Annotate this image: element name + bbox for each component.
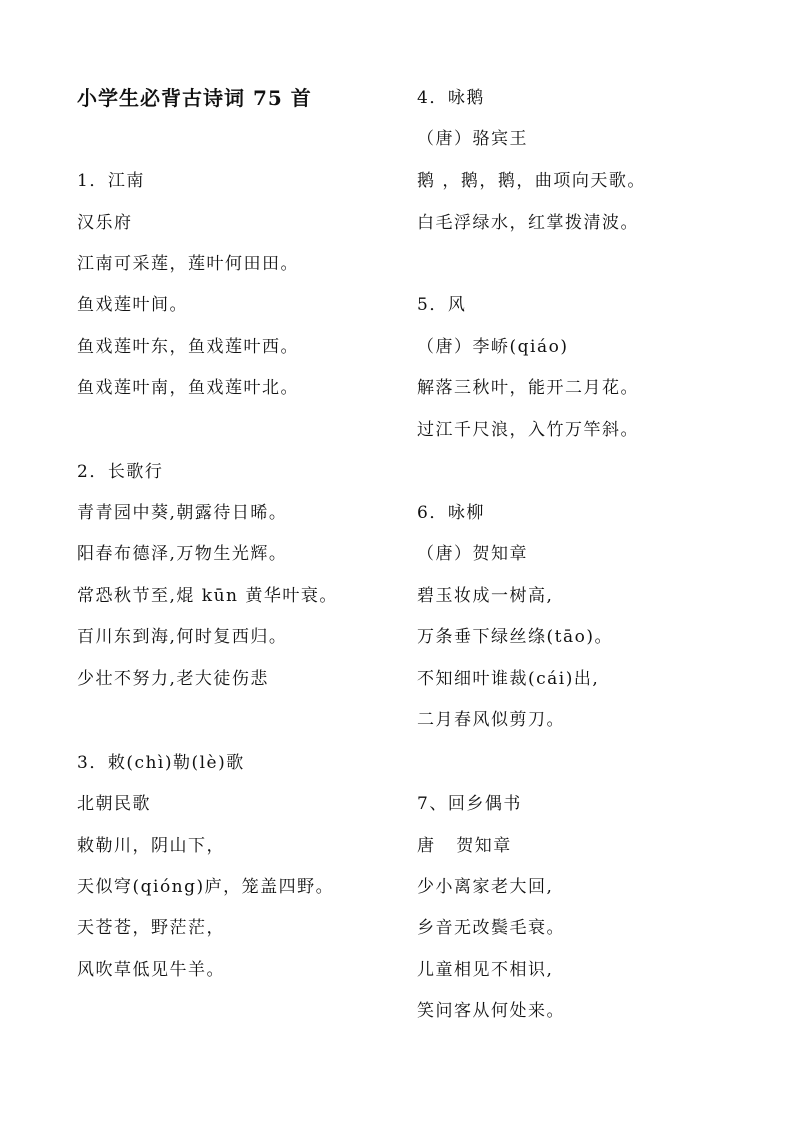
poem-line: 鱼戏莲叶南，鱼戏莲叶北。 <box>77 378 299 398</box>
poem-line: 二月春风似剪刀。 <box>417 710 565 730</box>
poem-author: 唐 贺知章 <box>417 836 512 856</box>
poem-line: 阳春布德泽,万物生光辉。 <box>77 544 288 564</box>
poem-author: （唐）骆宾王 <box>417 129 528 149</box>
poem-line: 百川东到海,何时复西归。 <box>77 627 288 647</box>
poem-heading: 4．咏鹅 <box>417 88 485 108</box>
poem-author: 北朝民歌 <box>77 794 151 814</box>
poem-line: 儿童相见不相识, <box>417 960 554 980</box>
poem-line: 乡音无改鬓毛衰。 <box>417 918 565 938</box>
poem-line: 少壮不努力,老大徒伤悲 <box>77 669 269 689</box>
poem-heading: 2．长歌行 <box>77 462 164 482</box>
poem-line: 碧玉妆成一树高, <box>417 586 554 606</box>
document-title: 小学生必背古诗词 75 首 <box>77 86 312 110</box>
poem-line: 鱼戏莲叶东，鱼戏莲叶西。 <box>77 337 299 357</box>
poem-line: 万条垂下绿丝绦(tāo)。 <box>417 627 613 647</box>
poem-line: 敕勒川，阴山下， <box>77 836 225 856</box>
poem-line: 过江千尺浪，入竹万竿斜。 <box>417 420 639 440</box>
poem-heading: 3．敕(chì)勒(lè)歌 <box>77 753 245 773</box>
poem-line: 天似穹(qióng)庐，笼盖四野。 <box>77 877 335 897</box>
poem-line: 白毛浮绿水，红掌拨清波。 <box>417 213 639 233</box>
poem-line: 风吹草低见牛羊。 <box>77 960 225 980</box>
poem-heading: 5．风 <box>417 295 467 315</box>
poem-heading: 1．江南 <box>77 171 145 191</box>
poem-author: 汉乐府 <box>77 213 133 233</box>
poem-line: 天苍苍，野茫茫， <box>77 918 225 938</box>
poem-author: （唐）李峤(qiáo) <box>417 337 569 357</box>
poem-line: 笑问客从何处来。 <box>417 1001 565 1021</box>
poem-line: 鹅 ，鹅，鹅，曲项向天歌。 <box>417 171 646 191</box>
poem-line: 解落三秋叶，能开二月花。 <box>417 378 639 398</box>
poem-line: 少小离家老大回, <box>417 877 554 897</box>
poem-heading: 6．咏柳 <box>417 503 485 523</box>
poem-line: 不知细叶谁裁(cái)出, <box>417 669 600 689</box>
poem-line: 鱼戏莲叶间。 <box>77 295 188 315</box>
poem-line: 青青园中葵,朝露待日晞。 <box>77 503 288 523</box>
poem-author: （唐）贺知章 <box>417 544 528 564</box>
poem-line: 常恐秋节至,焜 kūn 黄华叶衰。 <box>77 586 338 606</box>
poem-heading: 7、回乡偶书 <box>417 794 522 814</box>
poem-line: 江南可采莲，莲叶何田田。 <box>77 254 299 274</box>
